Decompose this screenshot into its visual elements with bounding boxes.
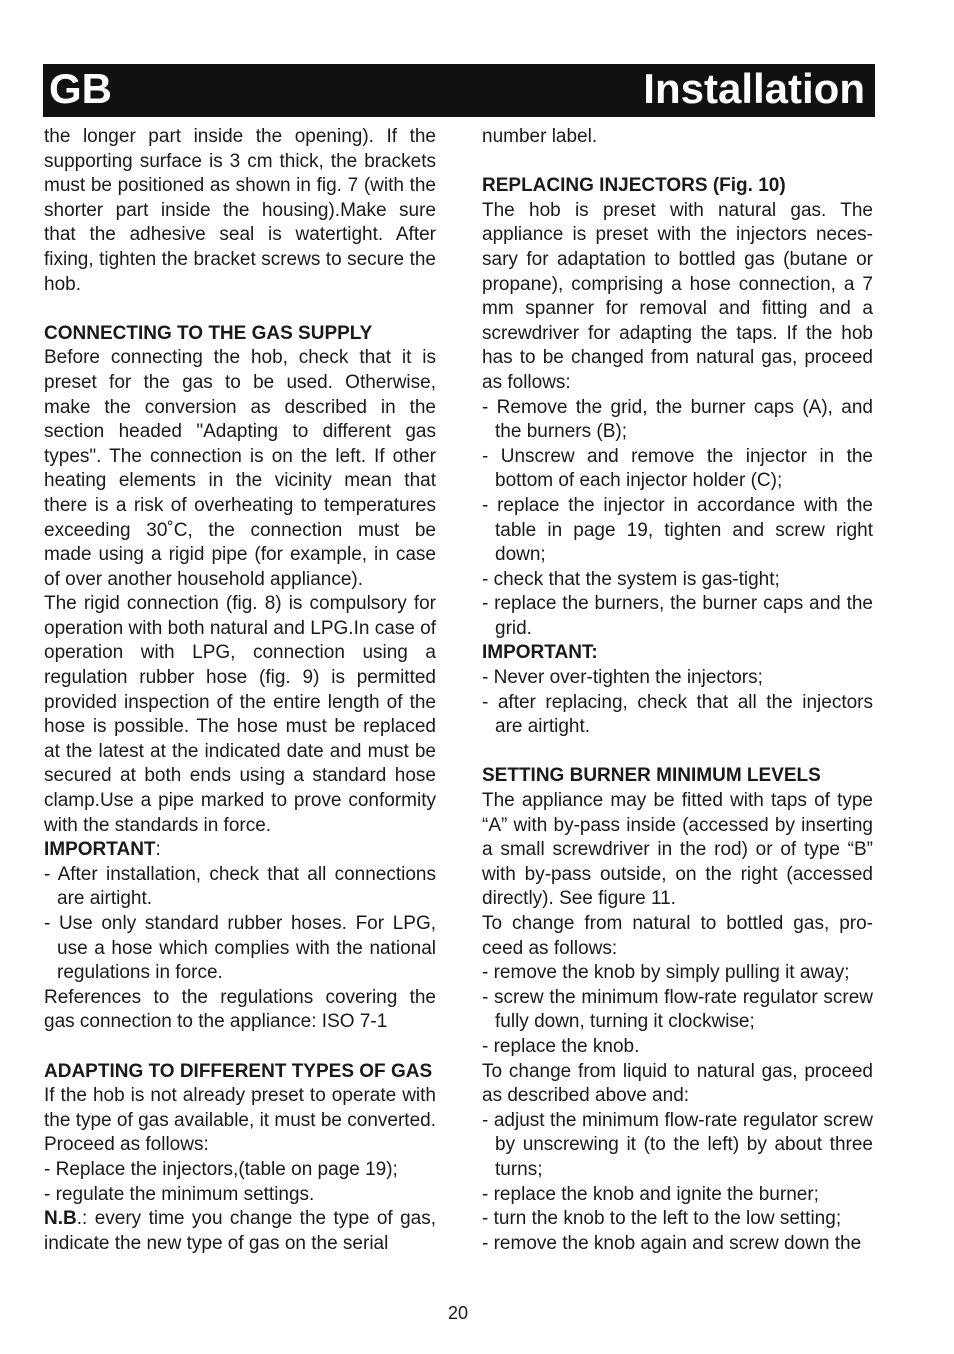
- important-list: [482, 666, 873, 740]
- list-item: - Never over-tighten the injectors;: [482, 667, 763, 689]
- list-item: - remove the knob by simply pulling it away;: [482, 962, 850, 984]
- injectors-list: [482, 396, 873, 642]
- important-heading: IMPORTANT:: [482, 642, 598, 664]
- bottled-list: [482, 961, 873, 1059]
- page-title: Installation: [643, 65, 865, 112]
- natural-list: [482, 1109, 873, 1257]
- continued-text: number label.: [482, 126, 598, 147]
- left-column: [44, 125, 436, 1256]
- page-header: [43, 64, 875, 117]
- list-item: - after replacing, check that all the injectors are airtight.: [482, 691, 873, 738]
- list-item: - regulate the minimum settings.: [44, 1183, 315, 1205]
- list-item: - Use only standard rubber hoses. For LPG, use a hose which complies with the national regulations in force.: [44, 913, 436, 984]
- nb-paragraph: N.B.: every time you change the type of gas, indicate the new type of gas on the serial: [44, 1208, 436, 1254]
- to-bottled-paragraph: To change from natural to bottled gas, pro-ceed as follows:: [482, 913, 873, 959]
- references-paragraph: References to the regulations covering the gas connection to the appliance: ISO 7-1: [44, 986, 436, 1033]
- list-item: - Remove the grid, the burner caps (A), and the burners (B);: [482, 396, 873, 443]
- list-item: - After installation, check that all connections are airtight.: [44, 863, 436, 910]
- minimum-paragraph: The appliance may be fitted with taps of type “A” with by-pass inside (accessed by inserting a small screwdriver in the rod) or of type “B” with by-pass outside, on the right (accessed directly). See figure 11.: [482, 790, 873, 910]
- language-code: GB: [49, 65, 112, 112]
- list-item: - check that the system is gas-tight;: [482, 568, 780, 590]
- to-natural-paragraph: To change from liquid to natural gas, proceed as described above and:: [482, 1060, 873, 1107]
- list-item: - remove the knob again and screw down the: [482, 1232, 862, 1254]
- list-item: - screw the minimum flow-rate regulator screw fully down, turning it clockwise;: [482, 986, 873, 1033]
- heading-gas-supply: CONNECTING TO THE GAS SUPPLY: [44, 322, 373, 344]
- list-item: - Replace the injectors,(table on page 19);: [44, 1158, 398, 1180]
- adapting-paragraph: If the hob is not already preset to operate with the type of gas available, it must be converted. Proceed as follows:: [44, 1085, 436, 1156]
- gas-paragraph-1: Before connecting the hob, check that it is preset for the gas to be used. Otherwise, make the conversion as described in the section headed "Adapting to different gas types". The connection is on the left. If other heating elements in the vicinity mean that there is a risk of overheating to temperatures exceeding 30˚C, the connection must be made using a rigid pipe (for example, in case of over another household appliance).: [44, 347, 436, 590]
- list-item: - Unscrew and remove the injector in the bottom of each injector holder (C);: [482, 445, 873, 492]
- important-heading: IMPORTANT:: [44, 839, 161, 861]
- heading-adapting: ADAPTING TO DIFFERENT TYPES OF GAS: [44, 1060, 433, 1082]
- heading-injectors: REPLACING INJECTORS (Fig. 10): [482, 175, 786, 197]
- page-number: 20: [447, 1303, 469, 1323]
- right-column: [482, 125, 873, 1256]
- adapting-list: [44, 1158, 436, 1207]
- heading-minimum-levels: SETTING BURNER MINIMUM LEVELS: [482, 765, 821, 787]
- list-item: - replace the burners, the burner caps and the grid.: [482, 593, 873, 639]
- list-item: - replace the knob and ignite the burner;: [482, 1183, 819, 1205]
- list-item: - replace the injector in accordance with the table in page 19, tighten and screw right down;: [482, 494, 873, 566]
- intro-paragraph: the longer part inside the opening). If the supporting surface is 3 cm thick, the brackets must be positioned as shown in fig. 7 (with the shorter part inside the housing).Make sure that the adhesive seal is watertight. After fixing, tighten the bracket screws to secure the hob.: [44, 126, 436, 295]
- injectors-paragraph: The hob is preset with natural gas. The appliance is preset with the injectors neces-sary for adaptation to bottled gas (butane or propane), comprising a hose connection, a 7 mm spanner for removal and fitting and a screwdriver for adapting the taps. If the hob has to be changed from natural gas, proceed as follows:: [482, 199, 873, 393]
- important-list: [44, 863, 436, 986]
- gas-paragraph-2: The rigid connection (fig. 8) is compulsory for operation with both natural and LPG.In case of operation with LPG, connection using a regulation rubber hose (fig. 9) is permitted provided inspection of the entire length of the hose is possible. The hose must be replaced at the latest at the indicated date and must be secured at both ends using a standard hose clamp.Use a pipe marked to prove conformity with the standards in force.: [44, 593, 436, 836]
- list-item: - turn the knob to the left to the low setting;: [482, 1208, 842, 1230]
- list-item: - replace the knob.: [482, 1035, 640, 1057]
- list-item: - adjust the minimum flow-rate regulator screw by unscrewing it (to the left) by about three turns;: [482, 1109, 873, 1180]
